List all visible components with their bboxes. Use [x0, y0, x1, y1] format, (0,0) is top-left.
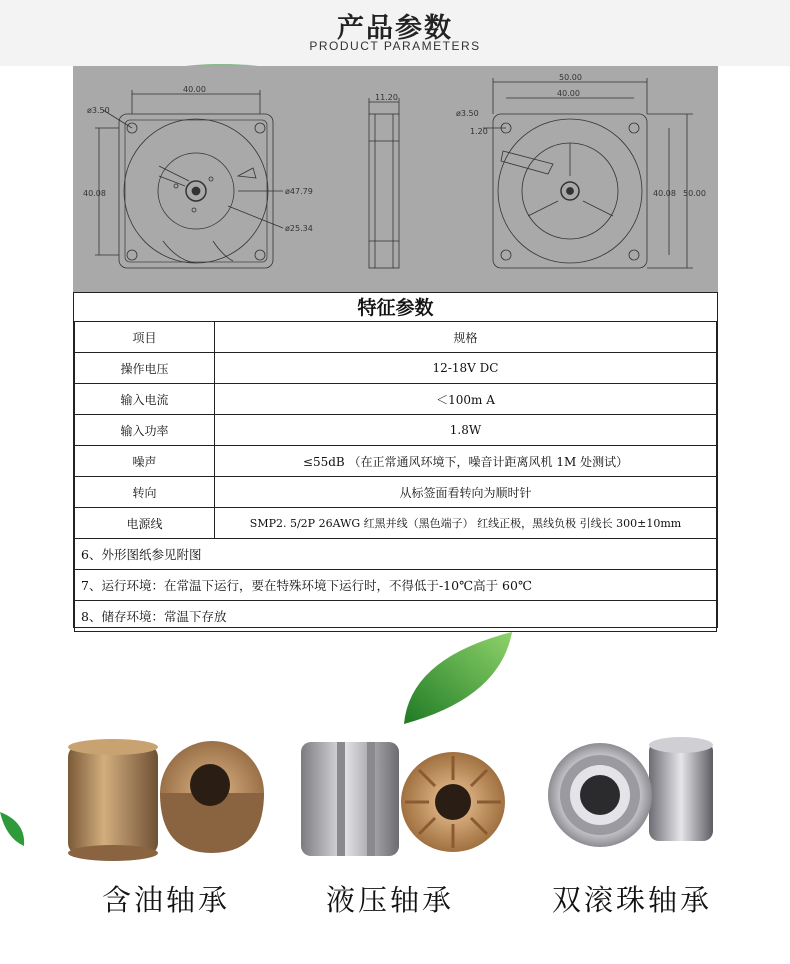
front-inner-dia-dim: ø25.34 — [285, 224, 313, 233]
leaf-left-icon — [0, 808, 30, 848]
spec-note: 7、运行环境：在常温下运行，要在特殊环境下运行时，不得低于-10℃高于 60℃ — [75, 570, 717, 601]
note-row — [75, 601, 717, 632]
back-outer-height-dim: 50.00 — [683, 189, 706, 198]
spec-value: SMP2. 5/2P 26AWG 红黑并线（黑色端子） 红线正极，黑线负极 引线长 300±10mm — [215, 508, 717, 539]
table-row — [75, 446, 717, 477]
spec-label: 转向 — [75, 477, 215, 508]
spec-value: 从标签面看转向为顺时针 — [215, 477, 717, 508]
ball-bearing-label: 双滚珠轴承 — [551, 883, 712, 917]
side-view — [369, 98, 399, 268]
technical-drawing — [73, 66, 718, 292]
hydraulic-bearing-image — [297, 730, 512, 865]
spec-title: 特征参数 — [357, 297, 434, 319]
front-height-dim: 40.08 — [83, 189, 106, 198]
spec-value: ＜100m A — [215, 384, 717, 415]
front-width-dim: 40.00 — [183, 85, 206, 94]
back-inner-height-dim: 40.08 — [653, 189, 676, 198]
spec-header-item: 项目 — [75, 322, 215, 353]
spec-note: 6、外形图纸参见附图 — [75, 539, 717, 570]
oil-bearing-image — [62, 735, 272, 865]
leaf-middle-icon — [400, 628, 520, 728]
table-row — [75, 477, 717, 508]
spec-label: 操作电压 — [75, 353, 215, 384]
spec-label: 电源线 — [75, 508, 215, 539]
spec-header-row — [75, 322, 717, 353]
spec-note: 8、储存环境：常温下存放 — [75, 601, 717, 632]
note-row — [75, 570, 717, 601]
table-row — [75, 384, 717, 415]
spec-header-spec: 规格 — [215, 322, 717, 353]
spec-table — [73, 292, 718, 628]
back-offset-dim: 1.20 — [470, 127, 488, 136]
back-outer-width-dim: 50.00 — [559, 73, 582, 82]
note-row — [75, 539, 717, 570]
ball-bearing-image — [545, 735, 720, 850]
side-thickness-dim: 11.20 — [375, 93, 398, 102]
page-title: 产品参数 — [337, 13, 453, 44]
oil-bearing-label: 含油轴承 — [101, 883, 230, 917]
front-view — [95, 90, 283, 268]
spec-value: 1.8W — [215, 415, 717, 446]
back-inner-width-dim: 40.00 — [557, 89, 580, 98]
header-banner — [0, 0, 790, 66]
spec-label: 输入功率 — [75, 415, 215, 446]
back-view — [483, 78, 693, 268]
hydraulic-bearing-label: 液压轴承 — [325, 883, 454, 917]
back-hole-dim: ø3.50 — [456, 109, 479, 118]
spec-label: 噪声 — [75, 446, 215, 477]
table-row — [75, 415, 717, 446]
front-outer-dia-dim: ø47.79 — [285, 187, 313, 196]
front-hole-dim: ø3.50 — [87, 106, 110, 115]
page-subtitle: PRODUCT PARAMETERS — [309, 39, 481, 53]
spec-label: 输入电流 — [75, 384, 215, 415]
spec-value: ≤55dB （在正常通风环境下，噪音计距离风机 1M 处测试） — [215, 446, 717, 477]
table-row — [75, 508, 717, 539]
table-row — [75, 353, 717, 384]
spec-value: 12-18V DC — [215, 353, 717, 384]
